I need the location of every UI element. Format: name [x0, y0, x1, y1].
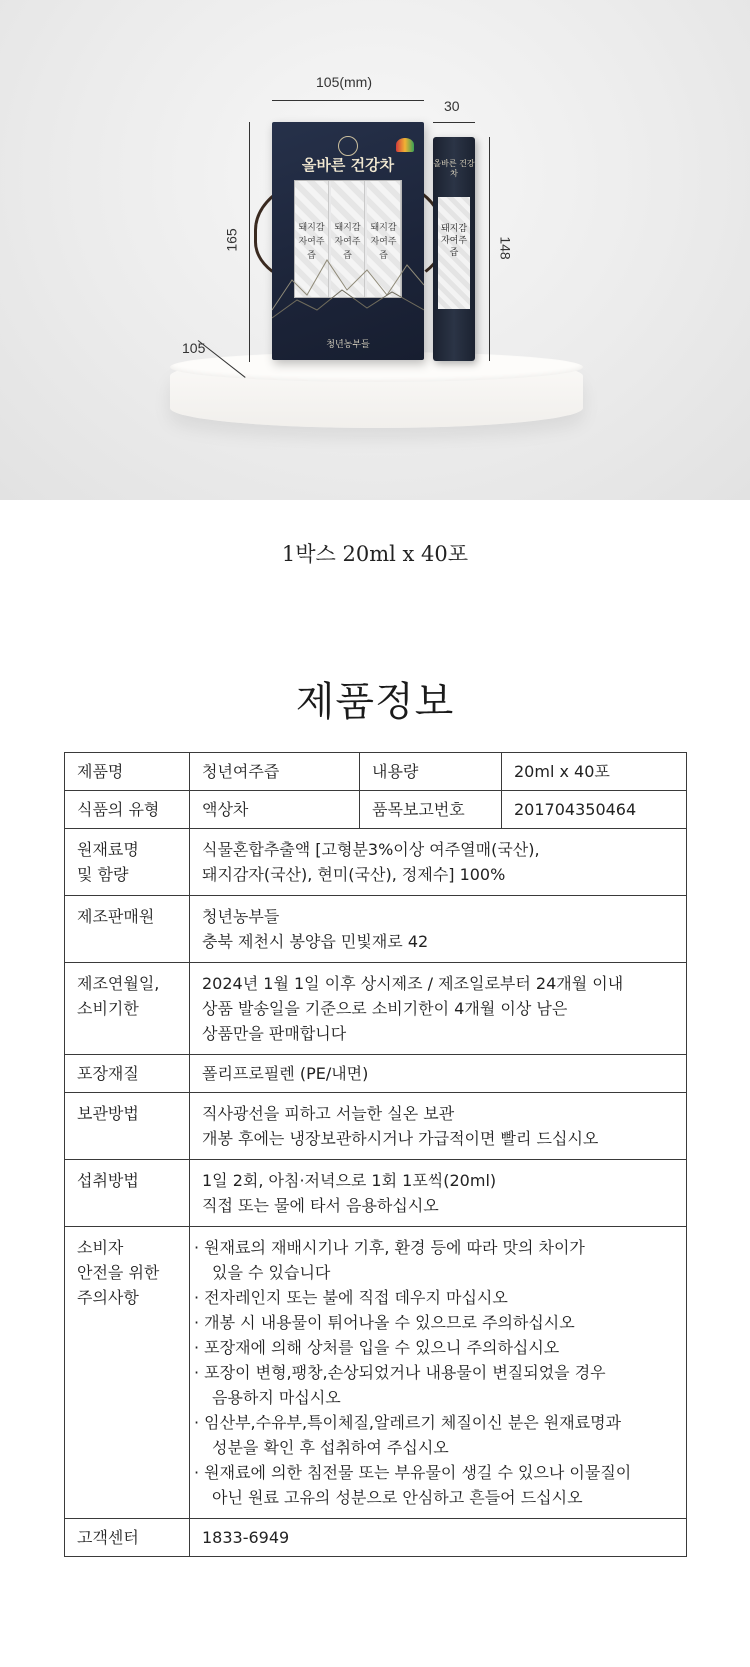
table-header-cell [65, 963, 190, 1055]
stick-pack-label: 돼지감자여주즙 [298, 223, 325, 261]
pouch-width-dimension-label: 30 [444, 98, 460, 114]
table-value-cell [190, 1227, 687, 1519]
table-header-cell: 보관방법 [65, 1093, 190, 1160]
value-line: 돼지감자(국산), 현미(국산), 정제수] 100% [202, 865, 506, 884]
stick-pouch [433, 137, 475, 361]
table-value-cell: 20ml x 40포 [502, 753, 687, 791]
header-line: 제조연월일, [77, 974, 160, 993]
header-line: 소비기한 [77, 999, 139, 1018]
table-row [65, 1227, 687, 1519]
table-header-cell: 포장재질 [65, 1055, 190, 1093]
product-photo [0, 0, 750, 500]
pouch-window [438, 197, 470, 309]
table-value-cell [190, 1160, 687, 1227]
table-value-cell [190, 896, 687, 963]
table-value-cell [190, 1093, 687, 1160]
section-title: 제품정보 [295, 679, 455, 725]
mountain-illustration [272, 240, 424, 320]
table-value-cell: 액상차 [190, 791, 360, 829]
box-brand-label: 청년농부들 [326, 340, 370, 350]
table-row [65, 753, 687, 791]
header-line: 안전을 위한 [77, 1263, 160, 1282]
caution-item: · 원재료의 재배시기나 기후, 환경 등에 따라 맛의 차이가 [194, 1238, 585, 1257]
table-row [65, 791, 687, 829]
table-header-cell: 섭취방법 [65, 1160, 190, 1227]
product-info-table [64, 752, 687, 1557]
caution-item-cont: 음용하지 마십시오 [212, 1388, 341, 1407]
table-value-cell [190, 963, 687, 1055]
height-dimension-label: 165 [223, 228, 240, 252]
package-caption: 1박스 20ml x 40포 [281, 542, 469, 566]
table-row [65, 1519, 687, 1557]
caution-item: · 전자레인지 또는 불에 직접 데우지 마십시오 [194, 1288, 508, 1307]
box-badge-icon [338, 136, 358, 156]
value-line: 1일 2회, 아침·저녁으로 1회 1포씩(20ml) [202, 1171, 497, 1190]
caution-item-cont: 성분을 확인 후 섭취하여 주십시오 [212, 1438, 449, 1457]
value-line: 식물혼합추출액 [고형분3%이상 여주열매(국산), [202, 840, 540, 859]
table-value-cell: 청년여주즙 [190, 753, 360, 791]
height-dimension-line [249, 122, 250, 362]
value-line: 직사광선을 피하고 서늘한 실온 보관 [202, 1104, 455, 1123]
pouch-height-dimension-line [489, 137, 490, 361]
table-value-cell [190, 829, 687, 896]
pouch-label: 돼지감자여주즙 [440, 224, 468, 258]
depth-dimension-label: 105 [182, 340, 206, 356]
table-value-cell: 폴리프로필렌 (PE/내면) [190, 1055, 687, 1093]
caution-item: · 원재료에 의한 침전물 또는 부유물이 생길 수 있으나 이물질이 [194, 1463, 632, 1482]
value-line: 2024년 1월 1일 이후 상시제조 / 제조일로부터 24개월 이내 [202, 974, 624, 993]
caution-item-cont: 아닌 원료 고유의 성분으로 안심하고 흔들어 드십시오 [212, 1488, 583, 1507]
table-header-cell: 제조판매원 [65, 896, 190, 963]
value-line: 개봉 후에는 냉장보관하시거나 가급적이면 빨리 드십시오 [202, 1129, 599, 1148]
table-row [65, 896, 687, 963]
header-line: 소비자 [77, 1238, 124, 1257]
table-header-cell: 품목보고번호 [360, 791, 502, 829]
header-line: 및 함량 [77, 865, 129, 884]
value-line: 청년농부들 [202, 907, 280, 926]
header-line: 원재료명 [77, 840, 139, 859]
table-header-cell [65, 829, 190, 896]
pouch-height-dimension-label: 148 [497, 236, 514, 260]
table-row [65, 963, 687, 1055]
value-line: 상품만을 판매합니다 [202, 1024, 347, 1043]
table-row [65, 1093, 687, 1160]
caution-item: · 임산부,수유부,특이체질,알레르기 체질이신 분은 원재료명과 [194, 1413, 622, 1432]
table-header-cell: 제품명 [65, 753, 190, 791]
stick-pack-label: 돼지감자여주즙 [370, 223, 397, 261]
width-dimension-label: 105(mm) [316, 74, 373, 90]
stick-pack-label: 돼지감자여주즙 [334, 223, 361, 261]
caution-item: · 포장이 변형,팽창,손상되었거나 내용물이 변질되었을 경우 [194, 1363, 606, 1382]
pouch-width-dimension-line [433, 122, 475, 123]
value-line: 직접 또는 물에 타서 음용하십시오 [202, 1196, 439, 1215]
table-header-cell: 고객센터 [65, 1519, 190, 1557]
table-value-cell: 1833-6949 [190, 1519, 687, 1557]
value-line: 충북 제천시 봉양읍 민빛재로 42 [202, 932, 429, 951]
brand-logo-icon [396, 138, 414, 152]
box-title: 올바른 건강차 [301, 156, 395, 174]
table-value-cell: 201704350464 [502, 791, 687, 829]
table-row [65, 1055, 687, 1093]
table-header-cell [65, 1227, 190, 1519]
header-line: 주의사항 [77, 1288, 139, 1307]
caution-item-cont: 있을 수 있습니다 [212, 1263, 331, 1282]
width-dimension-line [272, 100, 424, 101]
table-header-cell: 식품의 유형 [65, 791, 190, 829]
table-row [65, 829, 687, 896]
caution-item: · 개봉 시 내용물이 튀어나올 수 있으므로 주의하십시오 [194, 1313, 575, 1332]
table-row [65, 1160, 687, 1227]
table-header-cell: 내용량 [360, 753, 502, 791]
caution-item: · 포장재에 의해 상처를 입을 수 있으니 주의하십시오 [194, 1338, 560, 1357]
pouch-title: 올바른 건강차 [433, 159, 475, 178]
gift-box [272, 122, 424, 360]
value-line: 상품 발송일을 기준으로 소비기한이 4개월 이상 남은 [202, 999, 568, 1018]
